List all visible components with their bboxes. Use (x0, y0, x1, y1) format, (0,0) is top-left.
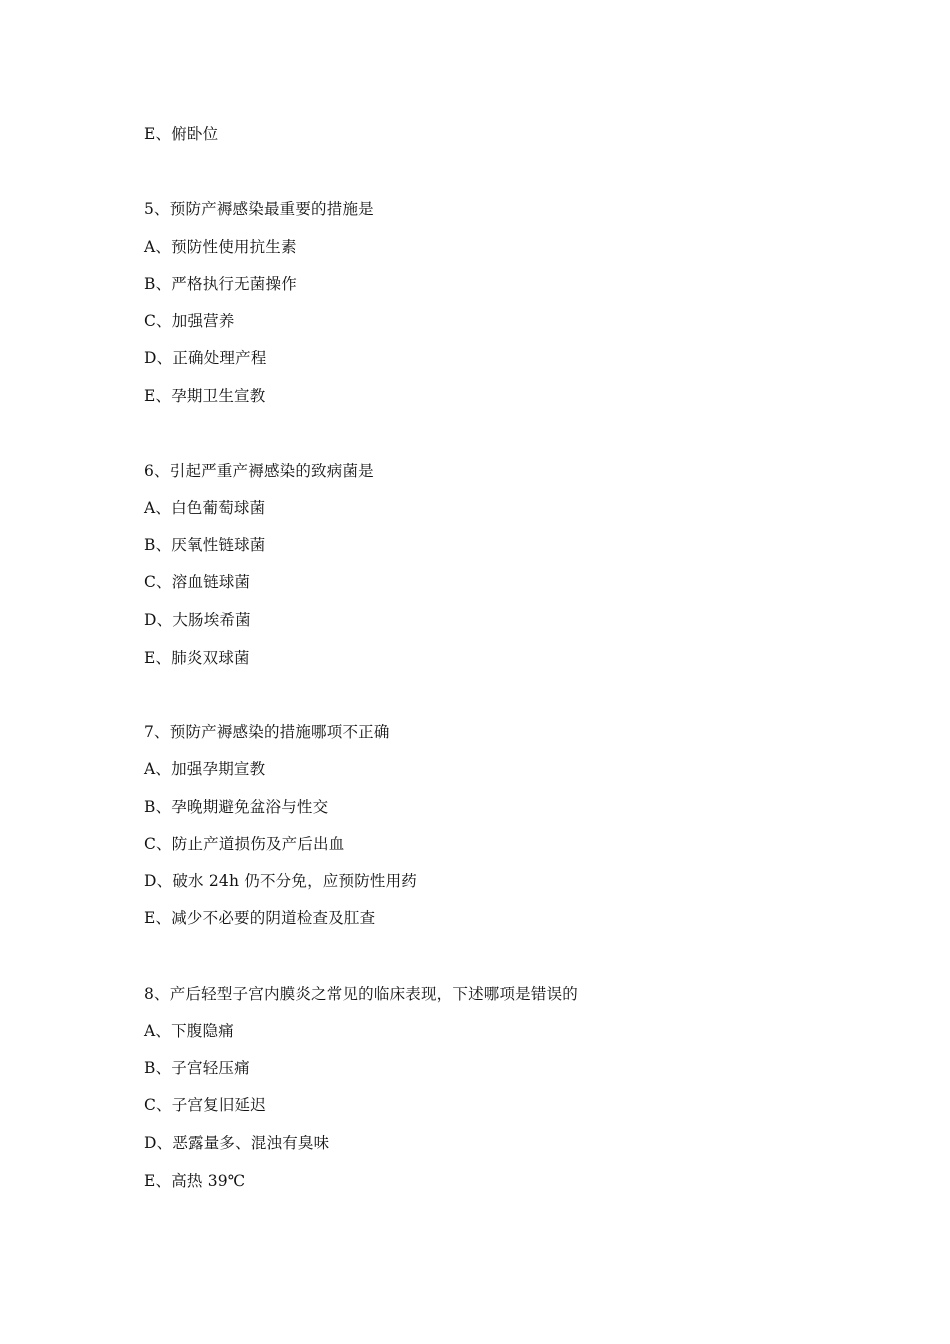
option-e-q7: E、减少不必要的阴道检查及肛查 (144, 909, 376, 927)
option-a-q6: A、白色葡萄球菌 (144, 499, 266, 517)
question-5: 5、预防产褥感染最重要的措施是 (144, 200, 374, 218)
option-d-q7: D、破水 24h 仍不分免，应预防性用药 (144, 872, 417, 890)
option-a-q8: A、下腹隐痛 (144, 1022, 234, 1040)
option-b-q6: B、厌氧性链球菌 (144, 536, 266, 554)
option-a-q7: A、加强孕期宣教 (144, 760, 266, 778)
option-c-q6: C、溶血链球菌 (144, 573, 251, 591)
question-7: 7、预防产褥感染的措施哪项不正确 (144, 723, 390, 741)
option-b-q5: B、严格执行无菌操作 (144, 275, 297, 293)
option-d-q5: D、正确处理产程 (144, 349, 267, 367)
option-e-q6: E、肺炎双球菌 (144, 649, 250, 667)
option-e-q5: E、孕期卫生宣教 (144, 387, 266, 405)
option-a-q5: A、预防性使用抗生素 (144, 238, 297, 256)
option-c-q8: C、子宫复旧延迟 (144, 1096, 266, 1114)
option-b-q8: B、子宫轻压痛 (144, 1059, 250, 1077)
option-d-q6: D、大肠埃希菌 (144, 611, 251, 629)
question-6: 6、引起严重产褥感染的致病菌是 (144, 462, 374, 480)
option-e-q4: E、俯卧位 (144, 125, 219, 143)
question-8: 8、产后轻型子宫内膜炎之常见的临床表现，下述哪项是错误的 (144, 985, 578, 1003)
option-c-q5: C、加强营养 (144, 312, 235, 330)
option-d-q8: D、恶露量多、混浊有臭味 (144, 1134, 330, 1152)
option-e-q8: E、高热 39℃ (144, 1172, 246, 1190)
option-c-q7: C、防止产道损伤及产后出血 (144, 835, 345, 853)
option-b-q7: B、孕晚期避免盆浴与性交 (144, 798, 329, 816)
